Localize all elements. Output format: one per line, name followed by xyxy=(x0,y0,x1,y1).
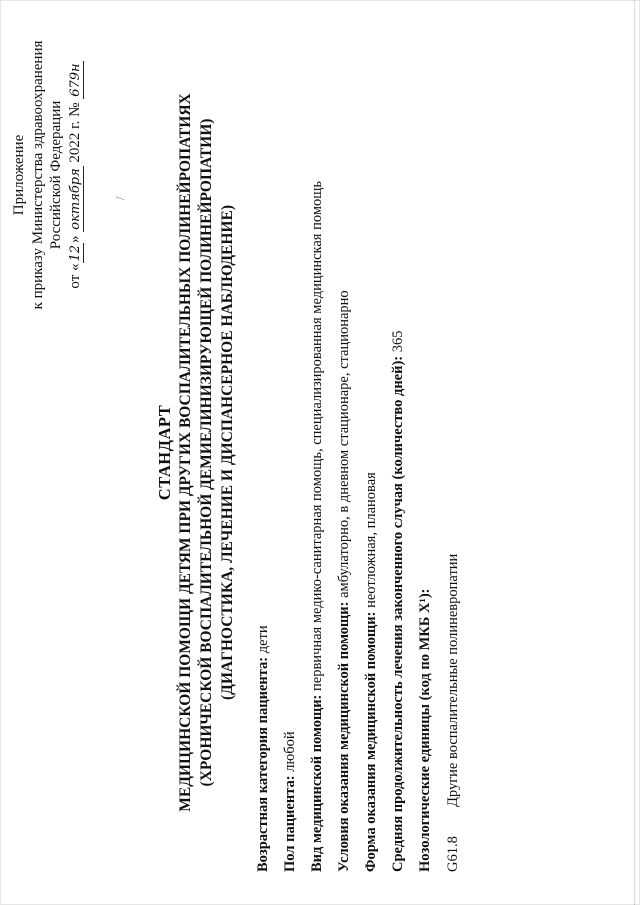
field-age-category: Возрастная категория пациента: дети xyxy=(255,625,271,872)
appendix-title: Приложение xyxy=(11,134,27,216)
field-care-conditions: Условия оказания медицинской помощи: амбулаторно, в дневном стационаре, стационарно xyxy=(336,290,352,872)
field-sex: Пол пациента: любой xyxy=(282,731,298,872)
appendix-block xyxy=(12,30,86,320)
appendix-line-2: Российской Федерации xyxy=(48,100,64,250)
title-line-2: (ХРОНИЧЕСКОЙ ВОСПАЛИТЕЛЬНОЙ ДЕМИЕЛИНИЗИРУЮЩЕЙ ПОЛИНЕЙРОПАТИИ) xyxy=(198,118,215,787)
handwritten-day: 12 xyxy=(67,244,83,262)
appendix-date-line: от «12» октября 2022 г. № 679н xyxy=(66,63,83,289)
field-nosology: Нозологические единицы (код по МКБ X¹): xyxy=(417,588,433,872)
field-care-type: Вид медицинской помощи: первичная медико-санитарная помощь, специализированная медицинская помощь xyxy=(309,180,325,872)
scan-edge-dots xyxy=(634,0,636,905)
appendix-line-1: к приказу Министерства здравоохранения xyxy=(29,40,46,310)
icd-code: G61.8 xyxy=(445,836,461,872)
field-duration: Средняя продолжительность лечения законченного случая (количество дней): 365 xyxy=(390,330,406,872)
handwritten-order-number: 679н xyxy=(67,63,83,97)
document-title xyxy=(154,0,238,905)
scan-artifact-mark: / xyxy=(112,196,127,200)
title-line-3: (ДИАГНОСТИКА, ЛЕЧЕНИЕ И ДИСПАНСЕРНОЕ НАБЛЮДЕНИЕ) xyxy=(219,205,236,700)
handwritten-month: октября xyxy=(67,168,83,230)
field-care-form: Форма оказания медицинской помощи: неотложная, плановая xyxy=(363,472,379,872)
icd-description: Другие воспалительные полиневропатии xyxy=(445,553,461,807)
standard-heading: СТАНДАРТ xyxy=(155,404,174,501)
title-line-1: МЕДИЦИНСКОЙ ПОМОЩИ ДЕТЯМ ПРИ ДРУГИХ ВОСПАЛИТЕЛЬНЫХ ПОЛИНЕЙРОПАТИЯХ xyxy=(177,93,194,812)
